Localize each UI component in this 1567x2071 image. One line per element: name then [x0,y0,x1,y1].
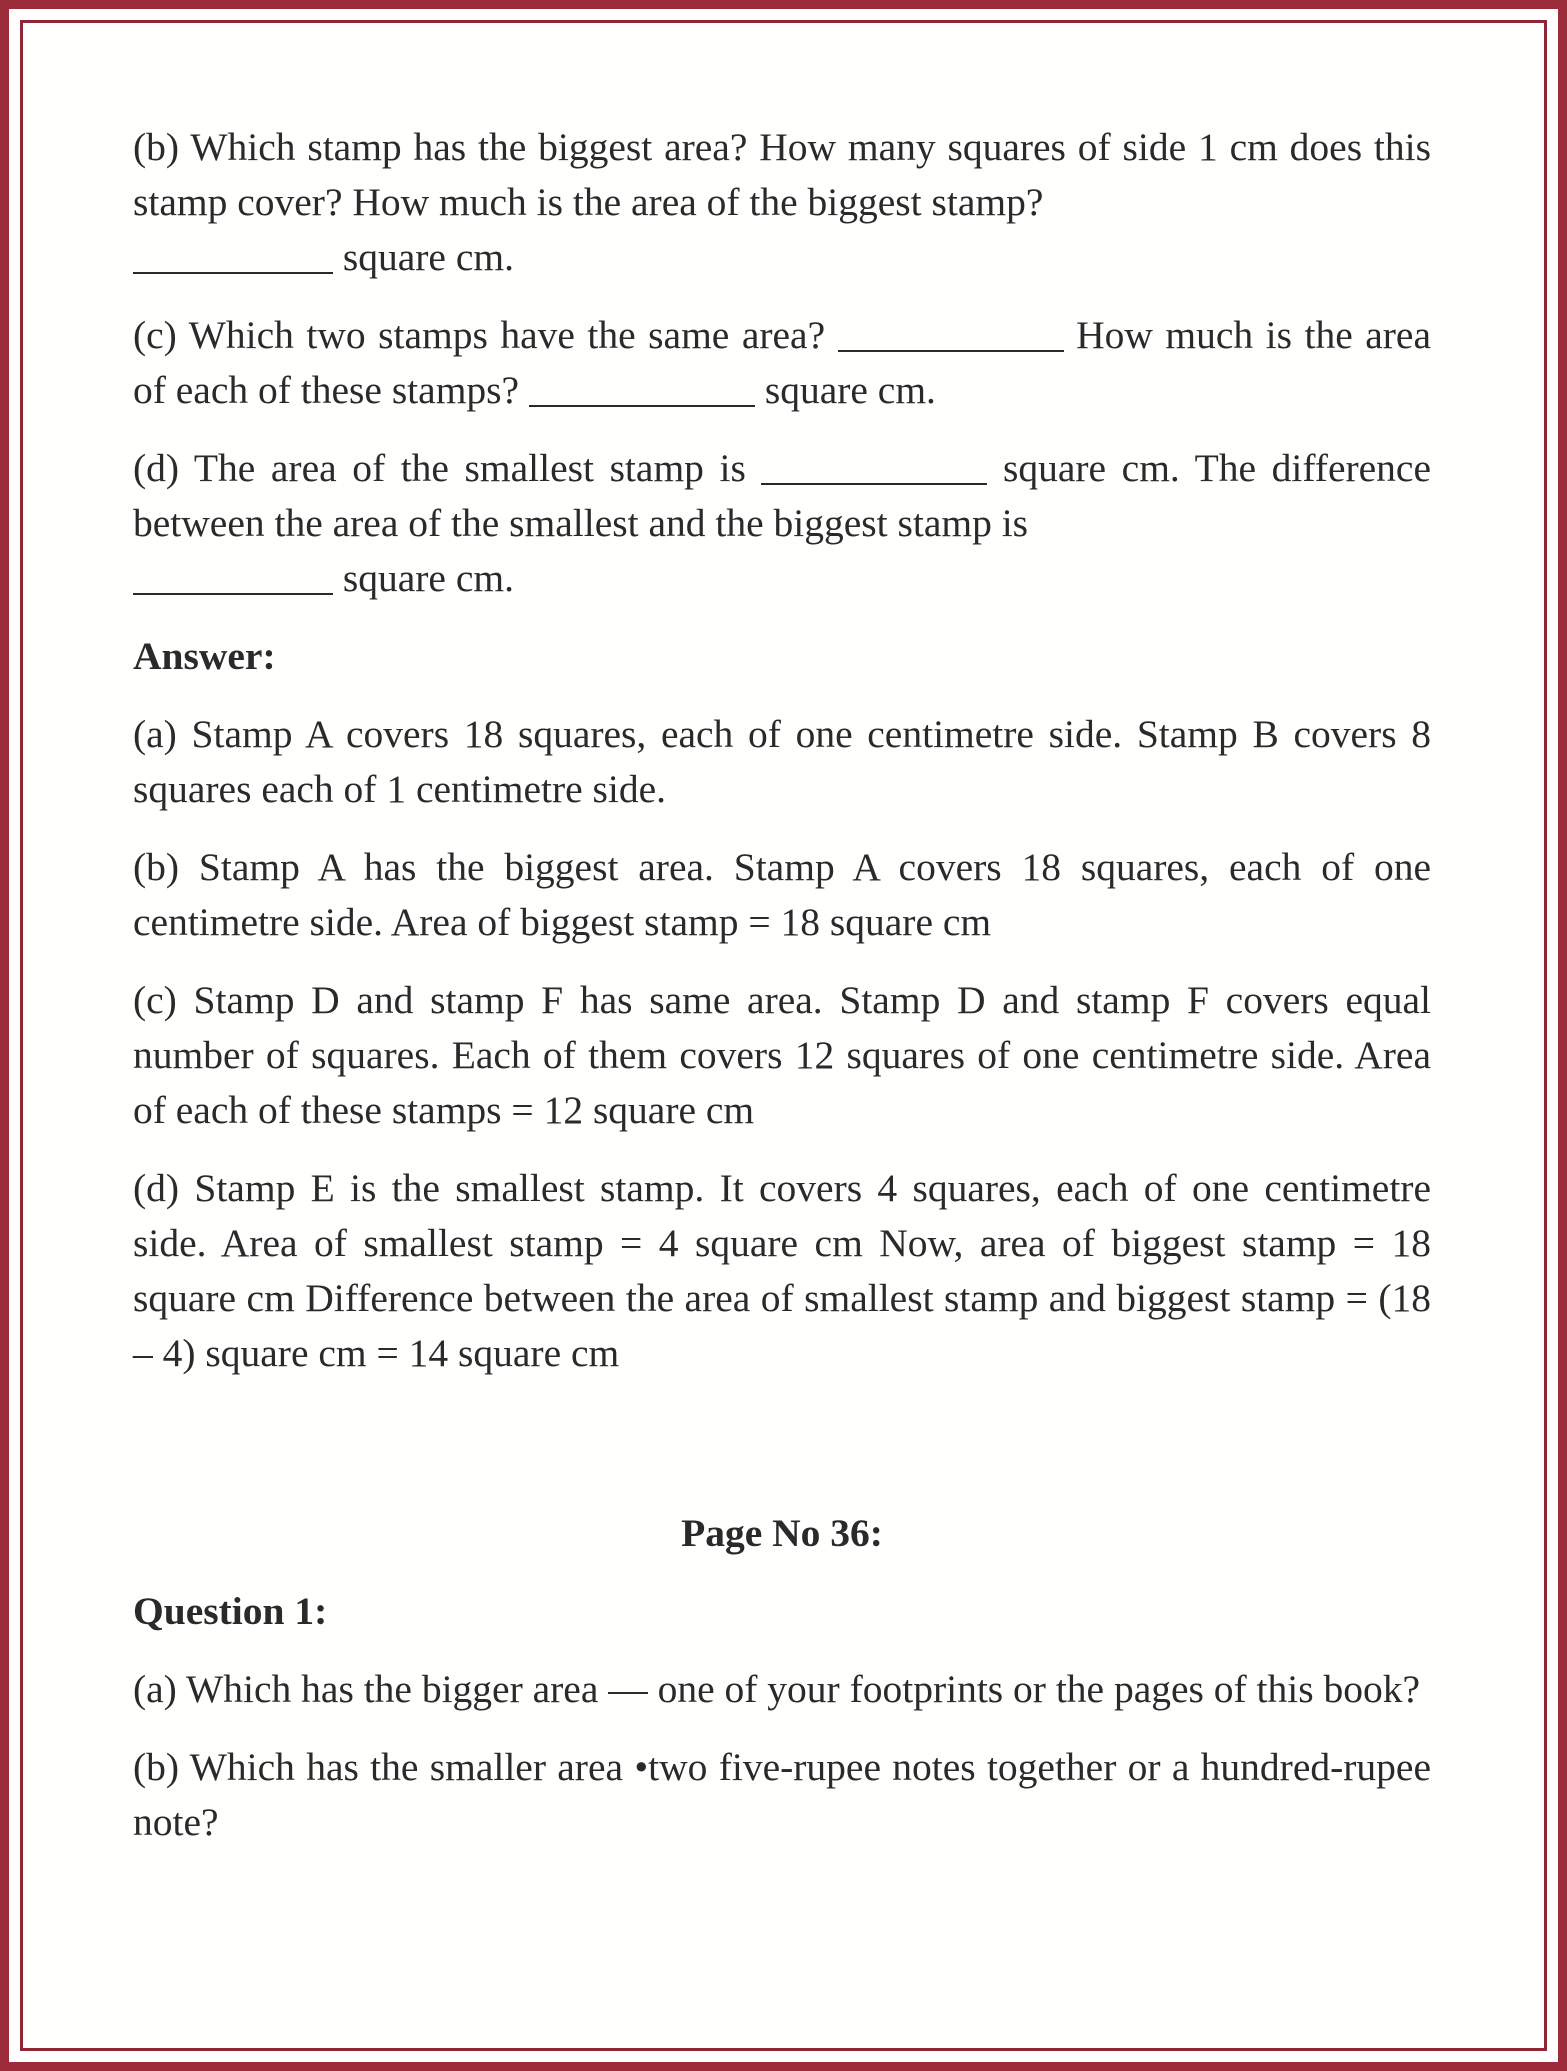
question-d-text-1: (d) The area of the smallest stamp is [133,446,746,490]
answer-item-d: (d) Stamp E is the smallest stamp. It covers 4 squares, each of one centimetre side. Area of smallest stamp = 4 square cm Now, area of biggest stamp = 18 square cm Difference between the area of smallest stamp and biggest stamp = (18 – 4) square cm = 14 square cm [133,1166,1431,1375]
question-b-text: (b) Which stamp has the biggest area? How many squares of side 1 cm does this stamp cover? How much is the area of the biggest stamp? [133,125,1431,224]
page-number-heading: Page No 36: [681,1511,883,1555]
answer-blank-c-2[interactable] [529,369,755,407]
question-b-unit: square cm. [342,235,514,279]
answer-blank-c-1[interactable] [838,314,1064,352]
question-1-item-b: (b) Which has the smaller area •two five-rupee notes together or a hundred-rupee note? [133,1745,1431,1844]
question-1-item-a: (a) Which has the bigger area — one of your footprints or the pages of this book? [133,1667,1421,1711]
document-content [133,120,1431,1873]
section-spacer [133,1404,1431,1506]
question-c-unit: square cm. [764,368,936,412]
answer-blank-b[interactable] [133,236,333,274]
question-c-text-2: How much is the area of each of these stamps? [133,313,1431,412]
question-c-text-1: (c) Which two stamps have the same area? [133,313,826,357]
question-d-text-2: square cm. The difference between the area of the smallest and the biggest stamp is [133,446,1431,545]
question-1-heading: Question 1: [133,1589,328,1633]
answer-blank-d-2[interactable] [133,557,333,595]
answer-item-a: (a) Stamp A covers 18 squares, each of one centimetre side. Stamp B covers 8 squares each of 1 centimetre side. [133,712,1431,811]
question-part-c [133,308,1431,418]
answer-item-c: (c) Stamp D and stamp F has same area. Stamp D and stamp F covers equal number of squares. Each of them covers 12 squares of one centimetre side. Area of each of these stamps = 12 square cm [133,978,1431,1132]
answer-heading: Answer: [133,634,276,678]
answer-item-b: (b) Stamp A has the biggest area. Stamp A covers 18 squares, each of one centimetre side. Area of biggest stamp = 18 square cm [133,845,1431,944]
question-part-d [133,441,1431,606]
answer-blank-d-1[interactable] [761,447,987,485]
question-part-b [133,120,1431,285]
question-d-unit: square cm. [342,556,514,600]
